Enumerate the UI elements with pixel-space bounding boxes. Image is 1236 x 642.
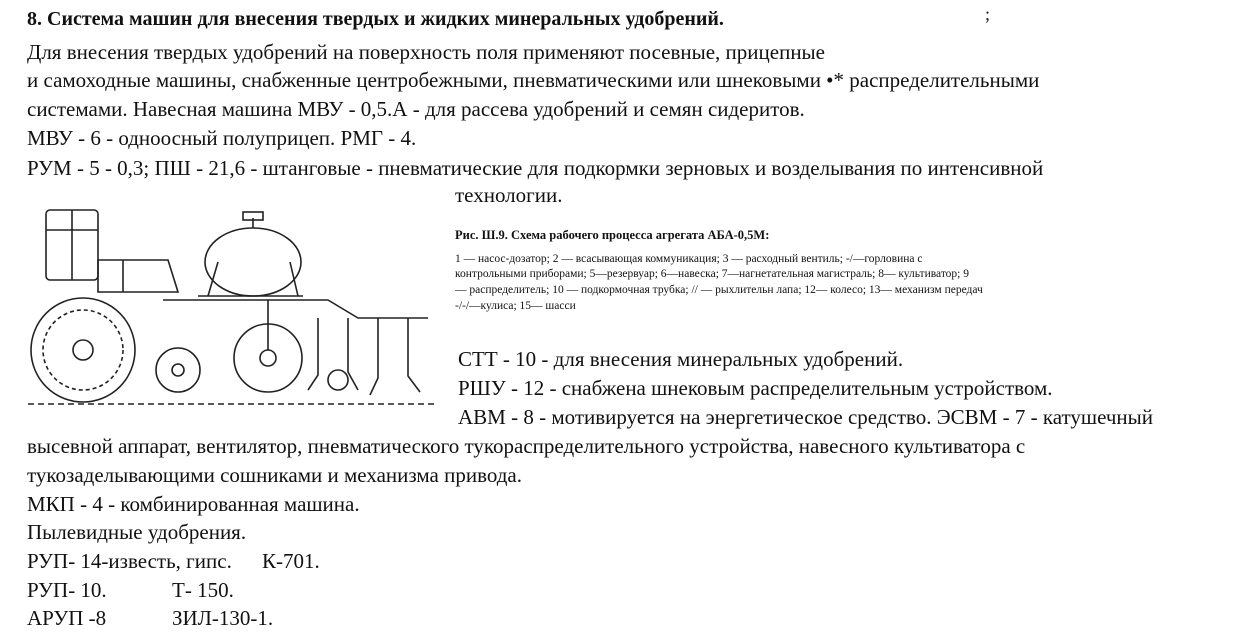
para2: МВУ - 6 - одноосный полуприцеп. РМГ - 4.	[27, 126, 417, 150]
figure-caption-line1: 1 — насос-дозатор; 2 — всасывающая коммуникация; 3 — расходный вентиль; -/—горловина с	[455, 253, 923, 265]
front-wheel	[156, 348, 200, 392]
table-row-1-left: РУП- 14-известь, гипс.	[27, 549, 232, 573]
figure-caption-title: Рис. Ш.9. Схема рабочего процесса агрегата АБА-0,5М:	[455, 228, 770, 242]
after-figure-line7: Пылевидные удобрения.	[27, 520, 247, 544]
para1-line3: системами. Навесная машина МВУ - 0,5.А - для рассева удобрений и семян сидеритов.	[27, 97, 805, 121]
para3-line1: РУМ - 5 - 0,3; ПШ - 21,6 - штанговые - пневматические для подкормки зерновых и возделывания по интенсивной	[27, 156, 1044, 180]
para3-line2: технологии.	[455, 183, 563, 207]
section-heading: 8. Система машин для внесения твердых и жидких минеральных удобрений.	[27, 8, 724, 30]
figure-caption-line4: -/-/—кулиса; 15— шасси	[455, 300, 576, 312]
after-figure-line3: АВМ - 8 - мотивируется на энергетическое средство. ЭСВМ - 7 - катушечный	[458, 405, 1154, 429]
cultivator-tines	[308, 318, 420, 395]
figure-caption-line2: контрольными приборами; 5—резервуар; 6—навеска; 7—нагнетательная магистраль; 8— культиватор; 9	[455, 268, 970, 280]
para1-line1: Для внесения твердых удобрений на поверхность поля применяют посевные, прицепные	[27, 40, 825, 64]
after-figure-line4: высевной аппарат, вентилятор, пневматического тукораспределительного устройства, навесного культиватора с	[27, 434, 1026, 458]
after-figure-line2: РШУ - 12 - снабжена шнековым распределительным устройством.	[458, 376, 1053, 400]
stray-mark: ;	[985, 4, 991, 24]
aggregate-illustration	[28, 200, 448, 410]
table-row-2-left: РУП- 10.	[27, 578, 107, 602]
table-row-2-right: Т- 150.	[172, 578, 234, 602]
frame	[163, 300, 428, 318]
table-row-3-right: ЗИЛ-130-1.	[172, 606, 274, 630]
tank	[205, 228, 301, 296]
rear-wheel	[31, 298, 135, 402]
para1-line2: и самоходные машины, снабженные центробежными, пневматическими или шнековыми •* распределительными	[27, 68, 1040, 92]
after-figure-line6: МКП - 4 - комбинированная машина.	[27, 492, 360, 516]
table-row-3-left: АРУП -8	[27, 606, 107, 630]
figure-caption-line3: — распределитель; 10 — подкормочная трубка; // — рыхлительн лапа; 12— колесо; 13— механизм передач	[455, 284, 983, 296]
after-figure-line1: СТТ - 10 - для внесения минеральных удобрений.	[458, 347, 904, 371]
tractor-hood	[98, 260, 178, 292]
after-figure-line5: тукозаделывающими сошниками и механизма привода.	[27, 463, 522, 487]
table-row-1-right: К-701.	[262, 549, 320, 573]
